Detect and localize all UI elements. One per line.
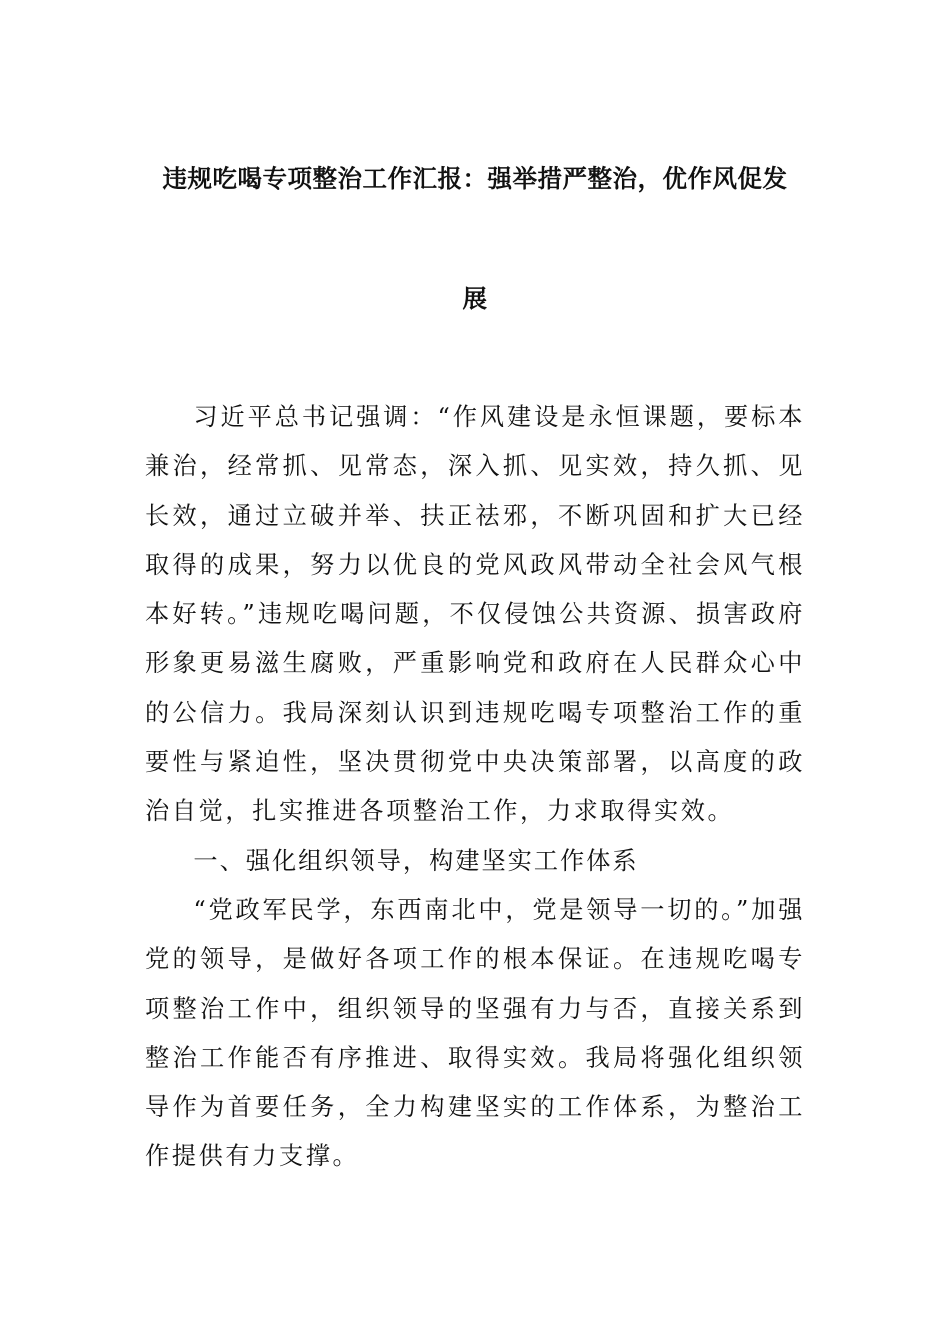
section-1-paragraph: “党政军民学，东西南北中，党是领导一切的。”加强党的领导，是做好各项工作的根本保证。在违规吃喝专项整治工作中，组织领导的坚强有力与否，直接关系到整治工作能否有序推进、取得实效。我局将强化组织领导作为首要任务，全力构建坚实的工作体系，为整治工作提供有力支撑。 [145, 895, 805, 1171]
document-title-line-1: 违规吃喝专项整治工作汇报：强举措严整治，优作风促发 [162, 164, 788, 193]
document-title-line-2: 展 [462, 284, 488, 313]
section-heading-1: 一、强化组织领导，构建坚实工作体系 [193, 846, 639, 875]
intro-paragraph: 习近平总书记强调：“作风建设是永恒课题，要标本兼治，经常抓、见常态，深入抓、见实效，持久抓、见长效，通过立破并举、扶正祛邪，不断巩固和扩大已经取得的成果，努力以优良的党风政风带动全社会风气根本好转。”违规吃喝问题，不仅侵蚀公共资源、损害政府形象更易滋生腐败，严重影响党和政府在人民群众心中的公信力。我局深刻认识到违规吃喝专项整治工作的重要性与紧迫性，坚决贯彻党中央决策部署，以高度的政治自觉，扎实推进各项整治工作，力求取得实效。 [145, 403, 805, 826]
document-body [145, 393, 805, 1182]
